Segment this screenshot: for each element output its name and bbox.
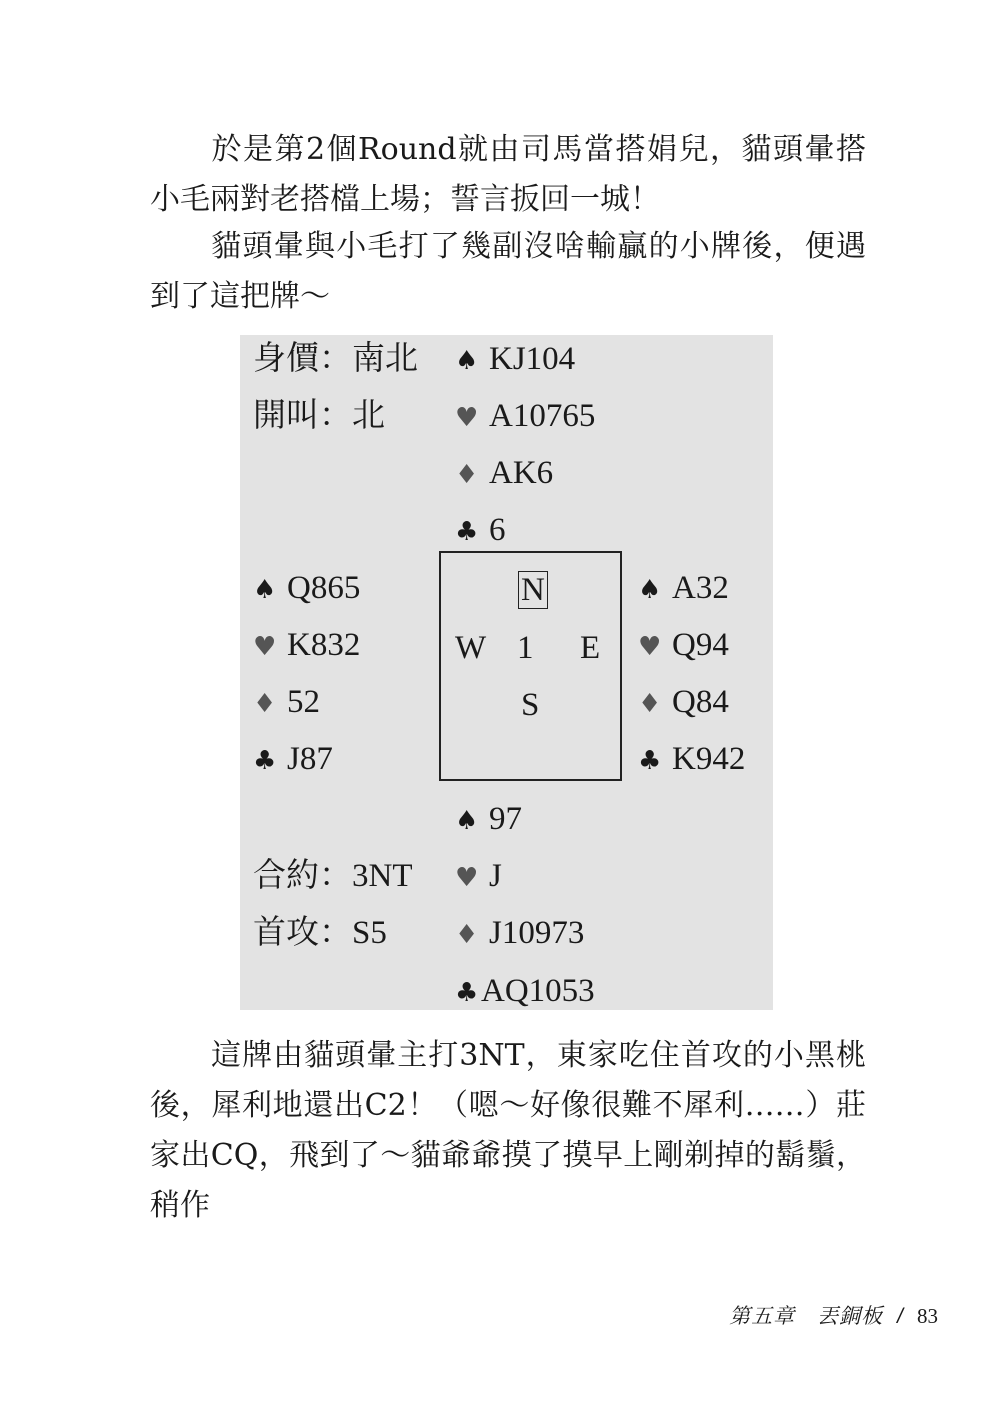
east-diamonds-cards: Q84 [672, 684, 729, 720]
dealer-label: 開叫：北 [253, 398, 385, 434]
club-icon: ♣ [253, 746, 277, 776]
north-clubs [455, 510, 506, 552]
west-clubs-cards: J87 [287, 741, 333, 777]
south-hearts-cards: J [489, 858, 502, 894]
compass-box [439, 551, 622, 781]
north-hearts-cards: A10765 [489, 398, 596, 434]
paragraph-3 [150, 1031, 866, 1231]
south-clubs-cards: AQ1053 [481, 973, 595, 1009]
heart-icon: ♥ [638, 632, 662, 662]
club-icon: ♣ [638, 746, 662, 776]
page-number: 83 [917, 1304, 938, 1328]
west-spades [253, 568, 360, 610]
heart-icon: ♥ [455, 863, 479, 893]
east-spades-cards: A32 [672, 570, 729, 606]
west-clubs [253, 739, 333, 781]
west-spades-cards: Q865 [287, 570, 361, 606]
south-spades-cards: 97 [489, 801, 522, 837]
spade-icon: ♠ [253, 575, 277, 605]
north-diamonds-cards: AK6 [489, 455, 554, 491]
paragraph-2-text: 貓頭暈與小毛打了幾副沒啥輸贏的小牌後，便遇到了這把牌～ [150, 229, 866, 314]
west-diamonds [253, 682, 320, 724]
east-hearts-cards: Q94 [672, 627, 729, 663]
north-spades [455, 339, 575, 381]
club-icon: ♣ [455, 517, 479, 547]
paragraph-3-text: 這牌由貓頭暈主打3NT，東家吃住首攻的小黑桃後，犀利地還出C2！（嗯～好像很難不犀利……）莊家出CQ，飛到了～貓爺爺摸了摸早上剛剃掉的鬍鬚，稍作 [150, 1038, 866, 1223]
paragraph-2 [150, 222, 866, 322]
heart-icon: ♥ [455, 403, 479, 433]
north-diamonds [455, 453, 553, 495]
compass-center: 1 [517, 630, 534, 666]
compass-south: S [521, 687, 540, 723]
footer-separator: / [897, 1305, 903, 1328]
compass-west: W [455, 630, 487, 666]
south-clubs [455, 971, 595, 1013]
club-icon: ♣ [455, 978, 479, 1008]
north-clubs-cards: 6 [489, 512, 506, 548]
compass-east: E [580, 630, 601, 666]
east-clubs [638, 739, 745, 781]
spade-icon: ♠ [455, 346, 479, 376]
diamond-icon: ♦ [638, 689, 662, 719]
paragraph-1-text: 於是第2個Round就由司馬當搭娟兒，貓頭暈搭小毛兩對老搭檔上場；誓言扳回一城！ [150, 132, 866, 217]
contract-label: 合約：3NT [253, 858, 413, 894]
south-diamonds [455, 913, 584, 955]
spade-icon: ♠ [455, 806, 479, 836]
east-hearts [638, 625, 729, 667]
east-spades [638, 568, 729, 610]
east-clubs-cards: K942 [672, 741, 746, 777]
diamond-icon: ♦ [455, 920, 479, 950]
spade-icon: ♠ [638, 575, 662, 605]
bridge-deal-diagram [240, 335, 773, 1010]
opening-lead-label: 首攻：S5 [253, 915, 387, 951]
north-spades-cards: KJ104 [489, 341, 576, 377]
page-footer [729, 1300, 938, 1330]
diamond-icon: ♦ [455, 460, 479, 490]
west-diamonds-cards: 52 [287, 684, 320, 720]
north-hearts [455, 396, 595, 438]
south-hearts [455, 856, 502, 898]
east-diamonds [638, 682, 729, 724]
west-hearts [253, 625, 360, 667]
south-spades [455, 799, 522, 841]
compass-north: N [518, 571, 548, 609]
diamond-icon: ♦ [253, 689, 277, 719]
paragraph-1 [150, 125, 866, 225]
vulnerability-label: 身價：南北 [253, 341, 418, 377]
heart-icon: ♥ [253, 632, 277, 662]
south-diamonds-cards: J10973 [489, 915, 585, 951]
west-hearts-cards: K832 [287, 627, 361, 663]
chapter-title: 第五章 丟銅板 [729, 1305, 884, 1328]
